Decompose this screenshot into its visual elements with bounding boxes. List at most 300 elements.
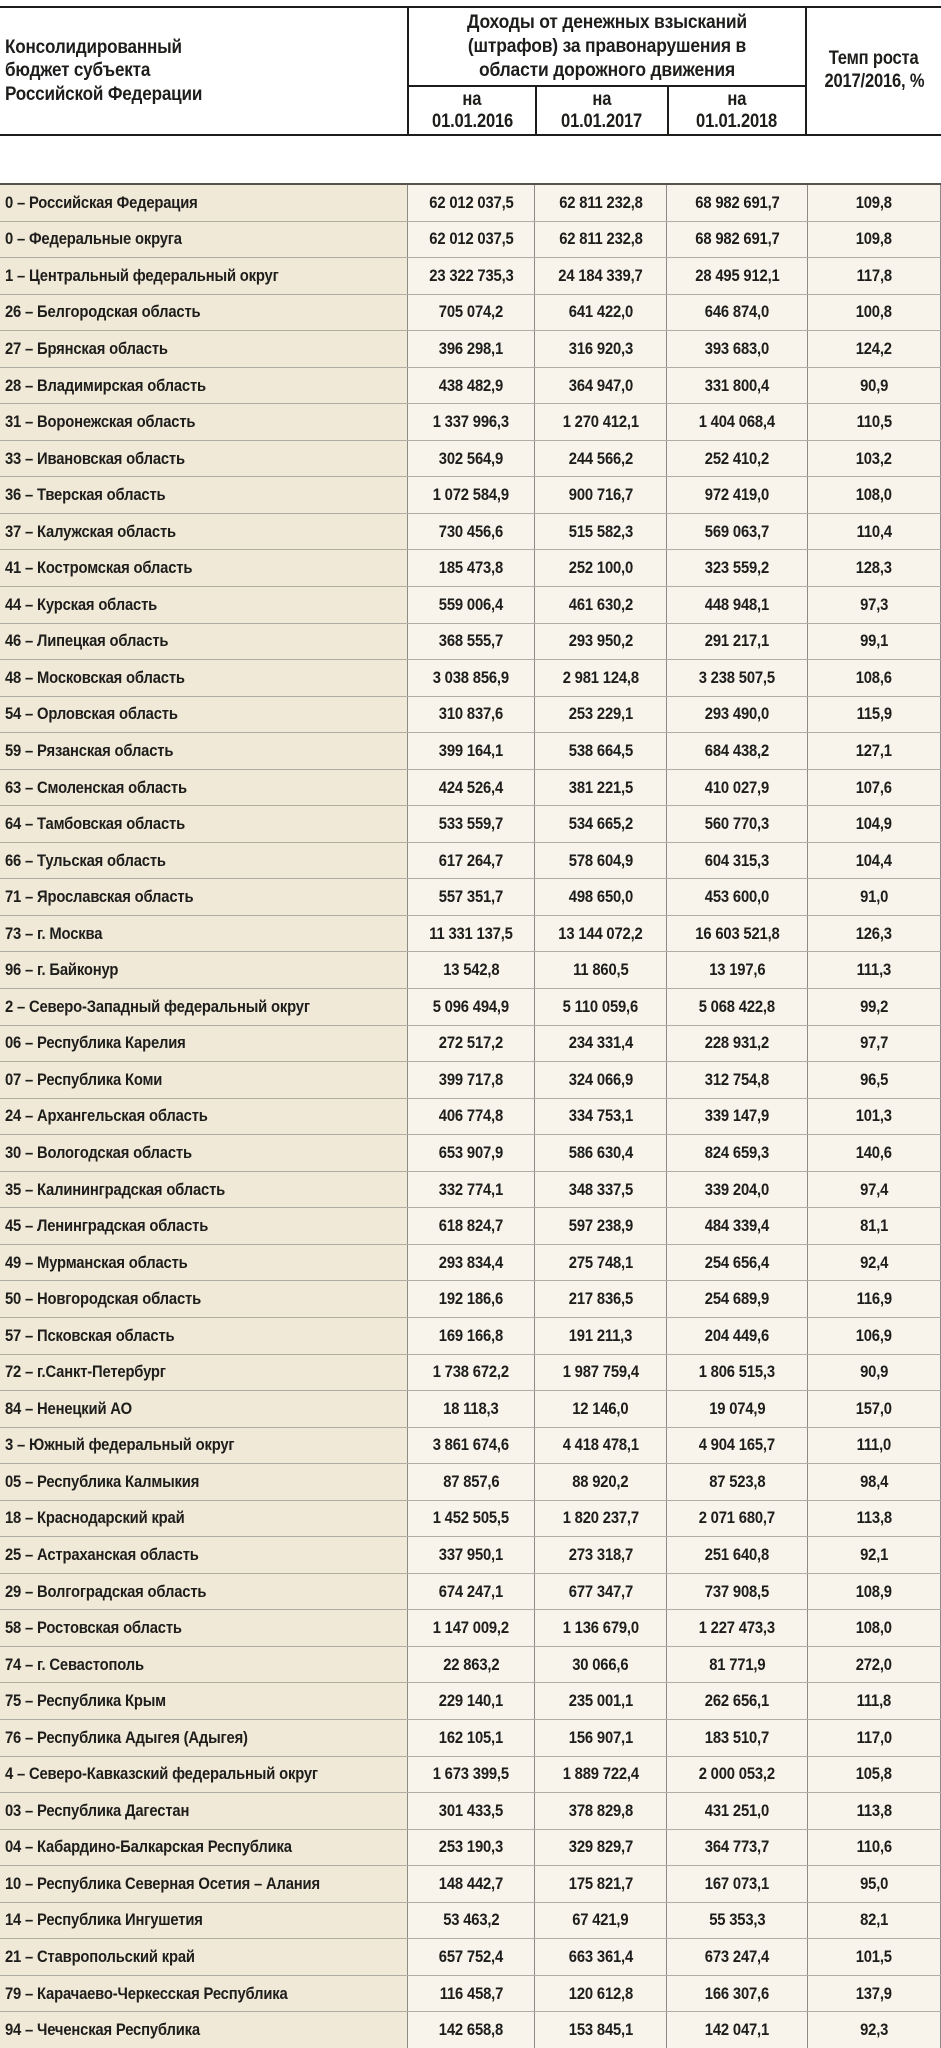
- growth-rate-title-line1: Темп роста: [829, 48, 919, 70]
- value-2017-cell: [534, 1610, 666, 1646]
- value-2016-cell: [407, 624, 534, 660]
- growth-rate-cell: [807, 1720, 941, 1756]
- date-2018-value: 01.01.2018: [696, 110, 778, 132]
- growth-rate-cell-text: 107,6: [855, 777, 893, 797]
- growth-rate-cell: [807, 916, 941, 952]
- value-2018-cell-text: 291 217,1: [704, 631, 770, 651]
- table-row: [0, 330, 941, 367]
- value-2017-cell: [534, 1939, 666, 1975]
- value-2017-cell: [534, 295, 666, 331]
- growth-rate-cell-text: 111,8: [856, 1691, 892, 1711]
- value-2017-cell: [534, 1172, 666, 1208]
- value-2018-cell-text: 448 948,1: [704, 594, 770, 614]
- region-cell: [0, 770, 407, 806]
- value-2018-cell: [666, 1976, 807, 2012]
- value-2018-cell: [666, 1281, 807, 1317]
- value-2018-cell-text: 87 523,8: [708, 1471, 766, 1491]
- region-cell-text: 18 – Краснодарский край: [5, 1508, 185, 1528]
- value-2017-cell: [534, 733, 666, 769]
- value-2017-cell: [534, 550, 666, 586]
- value-2018-cell-text: 13 197,6: [708, 960, 766, 980]
- region-cell: [0, 441, 407, 477]
- table-row: [0, 805, 941, 842]
- value-2017-cell-text: 538 664,5: [568, 740, 633, 760]
- value-2016-cell-text: 13 542,8: [442, 960, 500, 980]
- value-2017-cell-text: 381 221,5: [568, 777, 633, 797]
- value-2016-cell: [407, 952, 534, 988]
- value-2016-cell-text: 162 105,1: [438, 1727, 504, 1747]
- value-2017-cell: [534, 1026, 666, 1062]
- growth-rate-cell-text: 105,8: [855, 1764, 893, 1784]
- value-2017-cell-text: 120 612,8: [568, 1983, 633, 2003]
- growth-rate-cell: [807, 514, 941, 550]
- value-2016-cell-text: 1 147 009,2: [432, 1618, 510, 1638]
- value-2018-cell: [666, 331, 807, 367]
- region-cell-text: 14 – Республика Ингушетия: [5, 1910, 203, 1930]
- value-2017-cell-text: 13 144 072,2: [558, 923, 643, 943]
- region-cell: [0, 843, 407, 879]
- value-2016-cell: [407, 404, 534, 440]
- growth-rate-cell-text: 140,6: [855, 1142, 893, 1162]
- header-cell-date-2016: [409, 87, 535, 134]
- region-cell: [0, 1720, 407, 1756]
- value-2016-cell-text: 674 247,1: [438, 1581, 504, 1601]
- value-2018-cell: [666, 368, 807, 404]
- value-2016-cell-text: 1 072 584,9: [432, 485, 510, 505]
- value-2018-cell-text: 673 247,4: [704, 1947, 770, 1967]
- value-2017-cell-text: 252 100,0: [568, 558, 633, 578]
- value-2017-cell-text: 217 836,5: [568, 1289, 633, 1309]
- growth-rate-cell-text: 90,9: [859, 1362, 889, 1382]
- header-cell-date-2017: [535, 87, 666, 134]
- table-row: [0, 915, 941, 952]
- region-cell: [0, 1903, 407, 1939]
- value-2017-cell: [534, 258, 666, 294]
- growth-rate-cell: [807, 1976, 941, 2012]
- value-2018-cell: [666, 185, 807, 221]
- growth-rate-cell-text: 124,2: [855, 338, 893, 358]
- value-2018-cell-text: 228 931,2: [704, 1033, 770, 1053]
- table-row: [0, 257, 941, 294]
- region-cell-text: 29 – Волгоградская область: [5, 1581, 207, 1601]
- growth-rate-cell-text: 100,8: [855, 302, 893, 322]
- region-cell-text: 30 – Вологодская область: [5, 1142, 192, 1162]
- value-2016-cell-text: 653 907,9: [438, 1142, 504, 1162]
- table-row: [0, 659, 941, 696]
- value-2016-cell: [407, 1939, 534, 1975]
- value-2018-cell: [666, 1610, 807, 1646]
- value-2017-cell: [534, 916, 666, 952]
- region-cell-text: 49 – Мурманская область: [5, 1252, 188, 1272]
- value-2017-cell: [534, 477, 666, 513]
- header-group-fines-income: [407, 8, 807, 134]
- value-2016-cell: [407, 697, 534, 733]
- value-2018-cell-text: 167 073,1: [704, 1873, 770, 1893]
- value-2018-cell: [666, 1720, 807, 1756]
- region-cell: [0, 1391, 407, 1427]
- value-2018-cell-text: 560 770,3: [704, 814, 770, 834]
- value-2017-cell: [534, 952, 666, 988]
- value-2018-cell: [666, 1537, 807, 1573]
- growth-rate-cell: [807, 879, 941, 915]
- region-cell: [0, 258, 407, 294]
- growth-rate-cell: [807, 1830, 941, 1866]
- growth-rate-cell-text: 108,9: [855, 1581, 893, 1601]
- growth-rate-title-line2: 2017/2016, %: [824, 71, 924, 92]
- value-2018-cell: [666, 806, 807, 842]
- value-2018-cell-text: 28 495 912,1: [694, 265, 780, 285]
- growth-rate-cell: [807, 1428, 941, 1464]
- region-cell-text: 1 – Центральный федеральный округ: [5, 265, 279, 285]
- value-2016-cell: [407, 660, 534, 696]
- table-row: [0, 988, 941, 1025]
- growth-rate-cell-text: 110,6: [856, 1837, 892, 1857]
- value-2018-cell-text: 293 490,0: [704, 704, 770, 724]
- table-row: [0, 1865, 941, 1902]
- table-row: [0, 1938, 941, 1975]
- value-2017-cell-text: 663 361,4: [568, 1947, 633, 1967]
- growth-rate-cell-text: 108,0: [855, 485, 893, 505]
- value-2016-cell-text: 3 038 856,9: [432, 667, 510, 687]
- date-2018-prefix: на: [727, 88, 747, 110]
- value-2018-cell-text: 183 510,7: [704, 1727, 770, 1747]
- region-cell: [0, 587, 407, 623]
- region-cell-text: 37 – Калужская область: [5, 521, 176, 541]
- growth-rate-cell-text: 103,2: [855, 448, 893, 468]
- value-2017-cell-text: 677 347,7: [568, 1581, 633, 1601]
- value-2016-cell-text: 22 863,2: [442, 1654, 500, 1674]
- value-2018-cell-text: 2 000 053,2: [698, 1764, 776, 1784]
- region-cell: [0, 916, 407, 952]
- value-2016-cell-text: 142 658,8: [438, 2020, 504, 2040]
- value-2018-cell-text: 312 754,8: [704, 1069, 770, 1089]
- value-2016-cell: [407, 1355, 534, 1391]
- value-2016-cell-text: 617 264,7: [438, 850, 504, 870]
- region-cell: [0, 1939, 407, 1975]
- value-2016-cell-text: 23 322 735,3: [428, 265, 514, 285]
- header-subrow-dates: [409, 87, 805, 134]
- region-cell-text: 46 – Липецкая область: [5, 631, 169, 651]
- value-2017-cell-text: 334 753,1: [568, 1106, 633, 1126]
- value-2017-cell: [534, 843, 666, 879]
- region-cell-text: 0 – Российская Федерация: [5, 192, 198, 212]
- value-2016-cell: [407, 1208, 534, 1244]
- fines-income-group-title: Доходы от денежных взысканий (штрафов) за правонарушения в области дорожного движения: [409, 8, 805, 87]
- value-2016-cell: [407, 1245, 534, 1281]
- value-2016-cell: [407, 550, 534, 586]
- region-cell: [0, 1501, 407, 1537]
- value-2017-cell-text: 364 947,0: [568, 375, 633, 395]
- growth-rate-cell: [807, 1099, 941, 1135]
- table-row: [0, 185, 941, 221]
- growth-rate-cell-text: 92,4: [859, 1252, 889, 1272]
- value-2016-cell-text: 116 458,7: [439, 1983, 503, 2003]
- value-2017-cell-text: 62 811 232,8: [558, 229, 643, 249]
- value-2017-cell: [534, 1574, 666, 1610]
- table-row: [0, 1792, 941, 1829]
- growth-rate-cell-text: 111,3: [856, 960, 892, 980]
- value-2018-cell: [666, 1026, 807, 1062]
- growth-rate-cell: [807, 806, 941, 842]
- region-cell: [0, 697, 407, 733]
- value-2016-cell: [407, 185, 534, 221]
- value-2017-cell: [534, 587, 666, 623]
- value-2016-cell: [407, 1574, 534, 1610]
- value-2017-cell: [534, 624, 666, 660]
- growth-rate-cell-text: 99,1: [859, 631, 889, 651]
- value-2016-cell: [407, 1318, 534, 1354]
- growth-rate-cell: [807, 1026, 941, 1062]
- table-row: [0, 221, 941, 258]
- value-2018-cell: [666, 587, 807, 623]
- table-row: [0, 732, 941, 769]
- value-2017-cell: [534, 1501, 666, 1537]
- value-2016-cell-text: 302 564,9: [438, 448, 504, 468]
- region-cell: [0, 1866, 407, 1902]
- value-2017-cell: [534, 1281, 666, 1317]
- value-2018-cell-text: 453 600,0: [704, 887, 770, 907]
- growth-rate-cell: [807, 770, 941, 806]
- growth-rate-cell: [807, 1866, 941, 1902]
- region-cell-text: 66 – Тульская область: [5, 850, 166, 870]
- growth-rate-cell-text: 91,0: [859, 887, 889, 907]
- value-2016-cell-text: 559 006,4: [438, 594, 504, 614]
- value-2017-cell: [534, 1208, 666, 1244]
- header-cell-growth-rate: [807, 8, 941, 134]
- value-2016-cell: [407, 1720, 534, 1756]
- growth-rate-cell-text: 106,9: [855, 1325, 893, 1345]
- value-2017-cell: [534, 185, 666, 221]
- value-2016-cell-text: 1 452 505,5: [432, 1508, 510, 1528]
- growth-rate-cell: [807, 1501, 941, 1537]
- table-row: [0, 1317, 941, 1354]
- region-cell: [0, 1428, 407, 1464]
- value-2016-cell: [407, 733, 534, 769]
- region-cell-text: 21 – Ставропольский край: [5, 1947, 195, 1967]
- region-cell: [0, 1208, 407, 1244]
- value-2018-cell-text: 339 147,9: [704, 1106, 770, 1126]
- value-2016-cell: [407, 1866, 534, 1902]
- value-2018-cell-text: 604 315,3: [704, 850, 770, 870]
- growth-rate-cell-text: 95,0: [859, 1873, 889, 1893]
- value-2016-cell-text: 62 012 037,5: [428, 229, 514, 249]
- value-2017-cell: [534, 806, 666, 842]
- value-2017-cell: [534, 989, 666, 1025]
- value-2018-cell-text: 646 874,0: [704, 302, 770, 322]
- region-cell: [0, 185, 407, 221]
- region-cell-text: 45 – Ленинградская область: [5, 1216, 209, 1236]
- table-row: [0, 1829, 941, 1866]
- value-2017-cell: [534, 1757, 666, 1793]
- value-2017-cell-text: 324 066,9: [568, 1069, 633, 1089]
- growth-rate-cell-text: 98,4: [859, 1471, 889, 1491]
- value-2017-cell-text: 378 829,8: [568, 1800, 633, 1820]
- region-cell-text: 10 – Республика Северная Осетия – Алания: [5, 1873, 320, 1893]
- value-2018-cell-text: 16 603 521,8: [694, 923, 780, 943]
- value-2017-cell-text: 1 889 722,4: [562, 1764, 639, 1784]
- table-row: [0, 1207, 941, 1244]
- value-2018-cell-text: 569 063,7: [704, 521, 770, 541]
- region-cell: [0, 331, 407, 367]
- region-cell: [0, 806, 407, 842]
- table-row: [0, 1098, 941, 1135]
- growth-rate-cell-text: 117,8: [856, 265, 892, 285]
- value-2018-cell: [666, 2012, 807, 2048]
- growth-rate-cell-text: 101,3: [855, 1106, 893, 1126]
- value-2017-cell: [534, 1647, 666, 1683]
- value-2016-cell: [407, 843, 534, 879]
- value-2018-cell-text: 166 307,6: [704, 1983, 770, 2003]
- growth-rate-cell: [807, 222, 941, 258]
- value-2017-cell-text: 275 748,1: [568, 1252, 633, 1272]
- value-2017-cell-text: 62 811 232,8: [558, 192, 643, 212]
- table-row: [0, 769, 941, 806]
- growth-rate-cell-text: 92,1: [859, 1545, 889, 1564]
- region-cell-text: 3 – Южный федеральный округ: [5, 1435, 235, 1455]
- region-cell-text: 05 – Республика Калмыкия: [5, 1471, 200, 1491]
- growth-rate-cell-text: 97,7: [859, 1033, 889, 1053]
- value-2017-cell-text: 329 829,7: [568, 1837, 633, 1857]
- value-2017-cell-text: 586 630,4: [568, 1142, 633, 1162]
- region-cell: [0, 1172, 407, 1208]
- growth-rate-cell-text: 104,9: [855, 814, 893, 834]
- value-2016-cell: [407, 2012, 534, 2048]
- growth-rate-cell: [807, 1464, 941, 1500]
- value-2017-cell-text: 156 907,1: [568, 1727, 633, 1747]
- region-cell: [0, 550, 407, 586]
- value-2017-cell-text: 578 604,9: [568, 850, 633, 870]
- value-2018-cell: [666, 295, 807, 331]
- value-2016-cell: [407, 222, 534, 258]
- value-2016-cell-text: 1 738 672,2: [432, 1362, 510, 1382]
- region-cell-text: 64 – Тамбовская область: [5, 814, 186, 834]
- value-2017-cell-text: 273 318,7: [568, 1545, 633, 1564]
- value-2017-cell: [534, 1903, 666, 1939]
- value-2018-cell: [666, 1135, 807, 1171]
- value-2016-cell: [407, 989, 534, 1025]
- value-2017-cell-text: 1 136 679,0: [562, 1618, 639, 1638]
- value-2016-cell-text: 399 717,8: [438, 1069, 504, 1089]
- growth-rate-cell: [807, 1355, 941, 1391]
- value-2017-cell: [534, 222, 666, 258]
- region-cell-text: 76 – Республика Адыгея (Адыгея): [5, 1727, 248, 1747]
- value-2016-cell-text: 332 774,1: [438, 1179, 504, 1199]
- value-2016-cell-text: 399 164,1: [438, 740, 504, 760]
- growth-rate-cell-text: 110,5: [856, 412, 892, 432]
- growth-rate-cell-text: 116,9: [856, 1289, 892, 1309]
- growth-rate-cell: [807, 1647, 941, 1683]
- growth-rate-cell: [807, 989, 941, 1025]
- table-row: [0, 1500, 941, 1537]
- value-2018-cell: [666, 1464, 807, 1500]
- value-2016-cell-text: 62 012 037,5: [428, 192, 514, 212]
- value-2017-cell-text: 534 665,2: [568, 814, 633, 834]
- growth-rate-cell: [807, 843, 941, 879]
- growth-rate-cell-text: 108,6: [855, 667, 893, 687]
- table-header: [0, 6, 941, 136]
- value-2018-cell-text: 1 227 473,3: [698, 1618, 776, 1638]
- growth-rate-cell: [807, 404, 941, 440]
- growth-rate-cell: [807, 1757, 941, 1793]
- region-cell: [0, 1245, 407, 1281]
- value-2016-cell: [407, 441, 534, 477]
- table-row: [0, 878, 941, 915]
- value-2016-cell: [407, 770, 534, 806]
- table-row: [0, 1025, 941, 1062]
- table-row: [0, 440, 941, 477]
- value-2018-cell-text: 5 068 422,8: [698, 996, 776, 1016]
- value-2017-cell-text: 293 950,2: [568, 631, 633, 651]
- region-cell-text: 84 – Ненецкий АО: [5, 1398, 132, 1418]
- region-cell-text: 44 – Курская область: [5, 594, 158, 614]
- region-cell: [0, 295, 407, 331]
- value-2017-cell: [534, 1245, 666, 1281]
- value-2016-cell: [407, 1391, 534, 1427]
- table-row: [0, 842, 941, 879]
- value-2018-cell-text: 254 656,4: [704, 1252, 770, 1272]
- growth-rate-cell-text: 99,2: [859, 996, 889, 1016]
- value-2016-cell-text: 657 752,4: [438, 1947, 504, 1967]
- region-cell-text: 50 – Новгородская область: [5, 1289, 201, 1309]
- value-2017-cell-text: 244 566,2: [568, 448, 633, 468]
- value-2018-cell-text: 684 438,2: [704, 740, 770, 760]
- value-2018-cell: [666, 660, 807, 696]
- region-cell-text: 35 – Калининградская область: [5, 1179, 226, 1199]
- value-2018-cell-text: 262 656,1: [704, 1691, 770, 1711]
- value-2016-cell-text: 310 837,6: [438, 704, 504, 724]
- value-2016-cell: [407, 1135, 534, 1171]
- value-2017-cell: [534, 1355, 666, 1391]
- region-cell: [0, 1647, 407, 1683]
- value-2016-cell: [407, 1501, 534, 1537]
- growth-rate-cell-text: 81,1: [859, 1216, 889, 1236]
- table-row: [0, 403, 941, 440]
- table-row: [0, 696, 941, 733]
- region-cell: [0, 1464, 407, 1500]
- value-2018-cell-text: 323 559,2: [704, 558, 770, 578]
- region-cell: [0, 1976, 407, 2012]
- value-2016-cell-text: 253 190,3: [438, 1837, 504, 1857]
- growth-rate-cell: [807, 1939, 941, 1975]
- value-2018-cell: [666, 1062, 807, 1098]
- value-2016-cell-text: 293 834,4: [438, 1252, 504, 1272]
- value-2016-cell-text: 229 140,1: [438, 1691, 504, 1711]
- value-2016-cell-text: 3 861 674,6: [432, 1435, 510, 1455]
- value-2017-cell-text: 461 630,2: [568, 594, 633, 614]
- value-2017-cell-text: 641 422,0: [568, 302, 633, 322]
- value-2018-cell: [666, 1391, 807, 1427]
- value-2018-cell-text: 393 683,0: [704, 338, 770, 358]
- region-cell: [0, 2012, 407, 2048]
- region-cell: [0, 1537, 407, 1573]
- table-row: [0, 2011, 941, 2048]
- region-cell-text: 2 – Северо-Западный федеральный округ: [5, 996, 310, 1016]
- value-2018-cell-text: 410 027,9: [704, 777, 770, 797]
- value-2018-cell: [666, 770, 807, 806]
- value-2018-cell: [666, 1208, 807, 1244]
- value-2018-cell-text: 2 071 680,7: [698, 1508, 776, 1528]
- growth-rate-cell: [807, 1062, 941, 1098]
- value-2016-cell-text: 618 824,7: [438, 1216, 504, 1236]
- value-2016-cell: [407, 514, 534, 550]
- value-2016-cell-text: 301 433,5: [438, 1800, 504, 1820]
- value-2018-cell: [666, 258, 807, 294]
- table-row: [0, 1354, 941, 1391]
- region-cell-text: 71 – Ярославская область: [5, 887, 194, 907]
- value-2016-cell: [407, 1683, 534, 1719]
- value-2017-cell-text: 24 184 339,7: [558, 265, 643, 285]
- value-2018-cell-text: 19 074,9: [708, 1398, 766, 1418]
